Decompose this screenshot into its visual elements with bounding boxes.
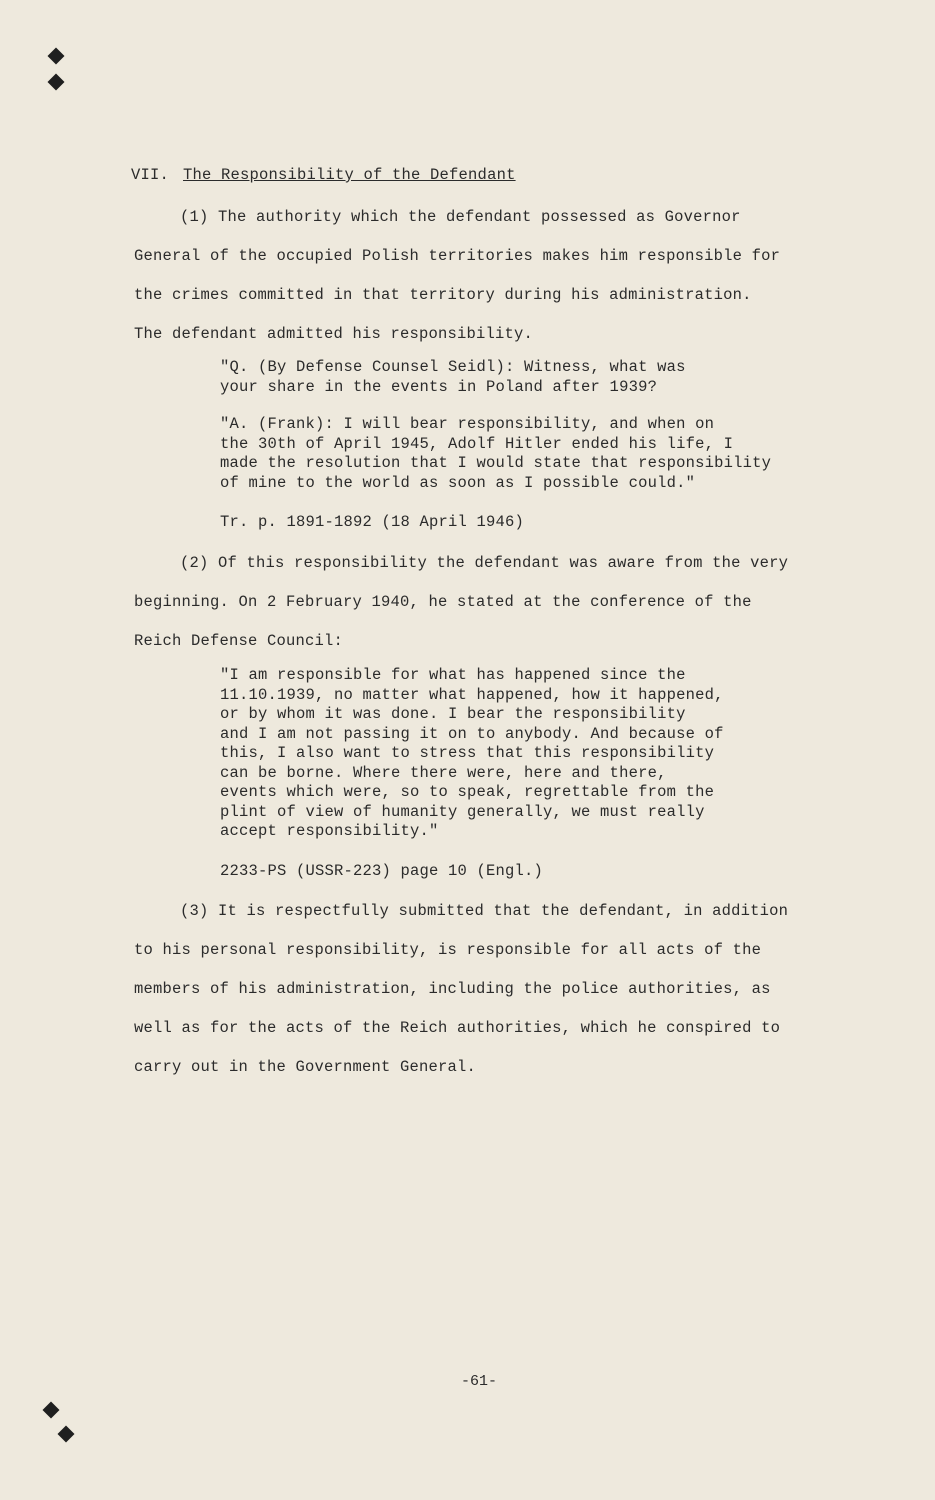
quote-frank-statement bbox=[220, 666, 820, 842]
paragraph-line: to his personal responsibility, is responsible for all acts of the bbox=[134, 941, 762, 959]
paragraph-line: (2) Of this responsibility the defendant was aware from the very bbox=[180, 554, 789, 572]
paragraph-line: carry out in the Government General. bbox=[134, 1058, 477, 1076]
citation-text: 2233-PS (USSR-223) page 10 (Engl.) bbox=[220, 862, 544, 880]
paragraph-line: beginning. On 2 February 1940, he stated at the conference of the bbox=[134, 593, 752, 611]
quote-answer bbox=[220, 415, 820, 493]
quote-line: events which were, so to speak, regrettable from the bbox=[220, 783, 715, 801]
quote-line: accept responsibility." bbox=[220, 822, 439, 840]
page-number: -61- bbox=[461, 1373, 498, 1390]
section-heading bbox=[131, 166, 516, 184]
section-number: VII. bbox=[131, 166, 170, 184]
paragraph-line: members of his administration, including the police authorities, as bbox=[134, 980, 771, 998]
quote-line: can be borne. Where there were, here and there, bbox=[220, 763, 667, 782]
quote-line: or by whom it was done. I bear the responsibility bbox=[220, 705, 686, 723]
quote-line: of mine to the world as soon as I possible could." bbox=[220, 473, 696, 492]
paragraph-line: The defendant admitted his responsibility. bbox=[134, 325, 534, 343]
quote-line: "I am responsible for what has happened since the bbox=[220, 666, 686, 684]
paragraph-line: Reich Defense Council: bbox=[134, 632, 344, 650]
quote-line: the 30th of April 1945, Adolf Hitler ended his life, I bbox=[220, 434, 734, 453]
punch-hole-bottom-1 bbox=[43, 1402, 60, 1419]
paragraph-2 bbox=[134, 544, 824, 661]
punch-hole-top-2 bbox=[48, 74, 65, 91]
quote-line: this, I also want to stress that this responsibility bbox=[220, 744, 715, 762]
paragraph-1 bbox=[134, 198, 824, 354]
paragraph-line: (1) The authority which the defendant possessed as Governor bbox=[180, 208, 741, 226]
punch-hole-bottom-2 bbox=[58, 1426, 75, 1443]
section-title: The Responsibility of the Defendant bbox=[183, 166, 516, 184]
citation-1 bbox=[220, 513, 820, 533]
quote-line: 11.10.1939, no matter what happened, how it happened, bbox=[220, 685, 724, 704]
paragraph-3 bbox=[134, 892, 824, 1087]
quote-question bbox=[220, 358, 820, 397]
citation-text: Tr. p. 1891-1892 (18 April 1946) bbox=[220, 513, 525, 531]
paragraph-line: General of the occupied Polish territories makes him responsible for bbox=[134, 247, 781, 265]
quote-line: plint of view of humanity generally, we must really bbox=[220, 802, 705, 821]
paragraph-line: (3) It is respectfully submitted that the defendant, in addition bbox=[180, 902, 789, 920]
quote-line: your share in the events in Poland after 1939? bbox=[220, 377, 658, 396]
quote-line: made the resolution that I would state that responsibility bbox=[220, 454, 772, 472]
punch-hole-top-1 bbox=[48, 48, 65, 65]
paragraph-line: well as for the acts of the Reich authorities, which he conspired to bbox=[134, 1019, 781, 1037]
paragraph-line: the crimes committed in that territory during his administration. bbox=[134, 286, 752, 304]
citation-2 bbox=[220, 862, 820, 882]
quote-line: "A. (Frank): I will bear responsibility, and when on bbox=[220, 415, 715, 433]
quote-line: and I am not passing it on to anybody. And because of bbox=[220, 724, 724, 743]
quote-line: "Q. (By Defense Counsel Seidl): Witness, what was bbox=[220, 358, 686, 376]
